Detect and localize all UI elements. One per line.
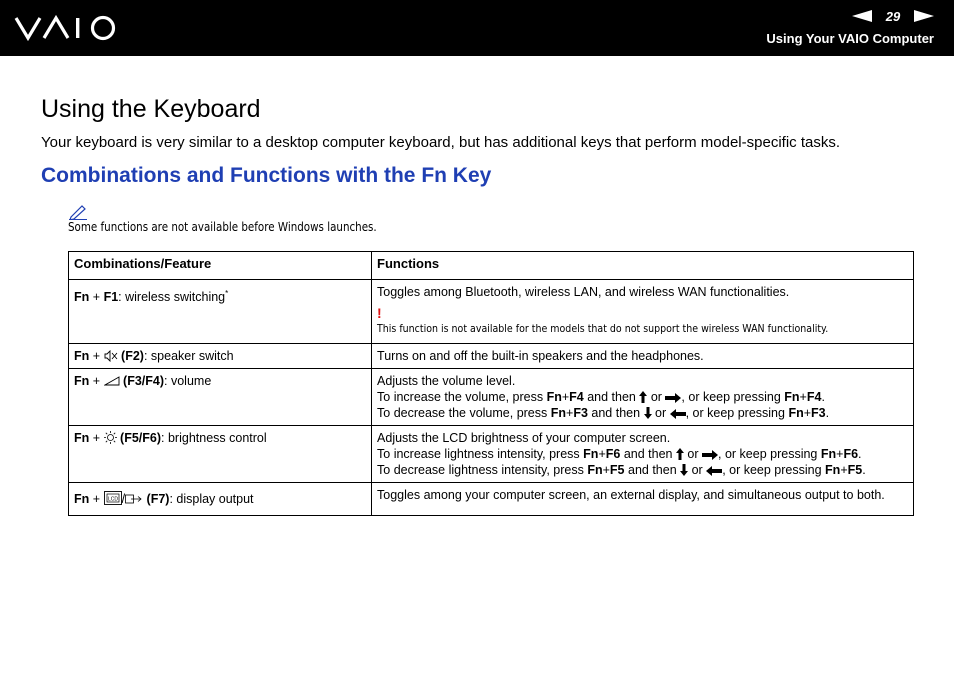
decrease-instruction: To decrease lightness intensity, press Fn+F5 and then or , or keep pressing Fn+F5. [377,463,866,477]
function-key: (F7) [146,492,170,506]
page-header [0,0,954,56]
brightness-sun-icon [104,431,117,444]
fn-key: Fn [74,431,90,445]
column-header: Functions [372,252,914,280]
table-row [69,483,914,516]
fn-key: Fn [74,290,90,305]
table-row [69,280,914,344]
function-description: Adjusts the LCD brightness of your computer screen. [377,431,671,445]
previous-page-arrow-icon[interactable] [852,10,872,22]
footnote-mark: * [225,289,229,298]
increase-instruction: To increase lightness intensity, press Fn+F6 and then or , or keep pressing Fn+F6. [377,447,862,461]
warning-text: This function is not available for the models that do not support the wireless WAN functionality. [377,322,829,335]
intro-paragraph: Your keyboard is very similar to a desktop computer keyboard, but has additional keys that perform model-specific tasks. [41,134,840,151]
fn-key: Fn [74,492,90,506]
function-cell [372,483,914,516]
feature-label: : display output [169,492,254,506]
arrow-up-icon [676,448,684,460]
function-cell [372,426,914,483]
combination-cell [69,426,372,483]
function-key: (F3/F4) [123,374,165,388]
function-key: (F5/F6) [120,431,162,445]
increase-instruction: To increase the volume, press Fn+F4 and then or , or keep pressing Fn+F4. [377,390,825,404]
svg-text:LCD: LCD [107,496,118,503]
plus-sign: + [92,492,101,506]
function-cell [372,280,914,344]
warning-exclamation-icon: ! [377,305,382,321]
vaio-logo [14,14,120,42]
next-page-arrow-icon[interactable] [914,10,934,22]
page-number: 29 [885,8,901,24]
feature-label: : brightness control [161,431,267,445]
table-row [69,369,914,426]
decrease-instruction: To decrease the volume, press Fn+F3 and then or , or keep pressing Fn+F3. [377,406,830,420]
fn-key: Fn [74,349,90,363]
plus-sign: + [92,431,101,445]
function-description: Adjusts the volume level. [377,374,516,388]
plus-sign: + [92,290,101,305]
function-description: Toggles among Bluetooth, wireless LAN, and wireless WAN functionalities. [377,285,790,299]
feature-label: : speaker switch [143,349,234,363]
fn-key: Fn [74,374,90,388]
slash: / [121,492,126,506]
section-subtitle: Combinations and Functions with the Fn Key [41,164,492,187]
page-title: Using the Keyboard [41,95,261,123]
function-cell [372,344,914,369]
feature-label: : volume [164,374,212,388]
function-cell [372,369,914,426]
table-header-row [69,252,914,280]
arrow-left-icon [706,466,722,476]
function-description: Turns on and off the built-in speakers and the headphones. [377,349,704,363]
plus-sign: + [92,374,101,388]
arrow-right-icon [665,393,681,403]
speaker-mute-icon [104,350,118,362]
function-description: Toggles among your computer screen, an external display, and simultaneous output to both. [377,488,885,502]
page-navigation [852,8,934,24]
table-row [69,344,914,369]
combination-cell [69,344,372,369]
column-header: Combinations/Feature [69,252,372,280]
plus-sign: + [92,349,101,363]
arrow-left-icon [670,409,686,419]
combination-cell [69,369,372,426]
external-display-icon [125,493,143,505]
function-key: (F2) [121,349,144,363]
arrow-down-icon [644,407,652,419]
section-name: Using Your VAIO Computer [766,31,934,46]
lcd-display-icon [104,491,122,505]
fn-key-table [68,251,914,516]
note-text: Some functions are not available before Windows launches. [68,220,377,234]
arrow-down-icon [680,464,688,476]
combination-cell [69,483,372,516]
function-key: F1 [103,290,119,305]
note-pencil-icon [68,204,88,220]
arrow-right-icon [702,450,718,460]
table-row [69,426,914,483]
combination-cell [69,280,372,344]
volume-icon [104,375,120,387]
feature-label: : wireless switching [118,290,226,305]
